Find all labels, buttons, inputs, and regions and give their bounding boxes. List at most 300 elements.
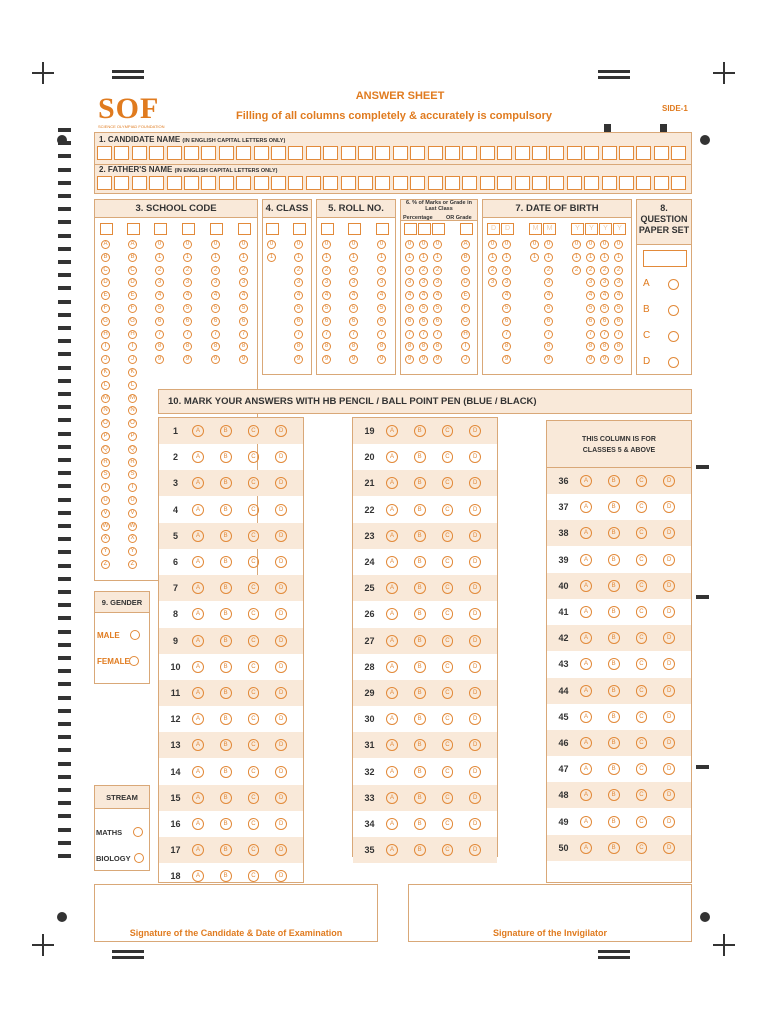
letter-cell[interactable]: [532, 146, 547, 160]
letter-cell[interactable]: [97, 146, 112, 160]
bubble-9[interactable]: 9: [614, 355, 623, 364]
bubble-0[interactable]: 0: [349, 240, 358, 249]
bubble-6[interactable]: 6: [544, 317, 553, 326]
qps-input[interactable]: [643, 250, 687, 267]
letter-cell[interactable]: [602, 176, 617, 190]
bubble-6[interactable]: 6: [502, 317, 511, 326]
answer-bubble-d[interactable]: D: [469, 608, 481, 620]
bubble-5[interactable]: 5: [419, 304, 428, 313]
answer-bubble-d[interactable]: D: [469, 504, 481, 516]
bubble-8[interactable]: 8: [419, 342, 428, 351]
bubble-9[interactable]: 9: [211, 355, 220, 364]
bubble-9[interactable]: 9: [433, 355, 442, 364]
bubble-1[interactable]: 1: [294, 253, 303, 262]
answer-bubble-a[interactable]: A: [386, 713, 398, 725]
letter-cell[interactable]: [288, 176, 303, 190]
bubble-6[interactable]: 6: [155, 317, 164, 326]
letter-cell[interactable]: [549, 176, 564, 190]
answer-bubble-d[interactable]: D: [469, 766, 481, 778]
bubble-5[interactable]: 5: [155, 304, 164, 313]
bubble-9[interactable]: 9: [600, 355, 609, 364]
answer-bubble-c[interactable]: C: [636, 789, 648, 801]
bubble-1[interactable]: 1: [405, 253, 414, 262]
answer-bubble-b[interactable]: B: [608, 685, 620, 697]
bubble-0[interactable]: 0: [600, 240, 609, 249]
letter-cell[interactable]: [149, 146, 164, 160]
answer-bubble-c[interactable]: C: [636, 632, 648, 644]
answer-bubble-a[interactable]: A: [580, 658, 592, 670]
entry-cell[interactable]: [210, 223, 223, 235]
answer-bubble-b[interactable]: B: [220, 713, 232, 725]
answer-bubble-d[interactable]: D: [275, 766, 287, 778]
stream-option-bubble[interactable]: [133, 827, 143, 837]
bubble-5[interactable]: 5: [294, 304, 303, 313]
bubble-4[interactable]: 4: [294, 291, 303, 300]
answer-bubble-b[interactable]: B: [220, 477, 232, 489]
answer-bubble-c[interactable]: C: [636, 816, 648, 828]
answer-bubble-b[interactable]: B: [220, 635, 232, 647]
answer-bubble-c[interactable]: C: [636, 737, 648, 749]
bubble-4[interactable]: 4: [322, 291, 331, 300]
letter-cell[interactable]: [358, 146, 373, 160]
answer-bubble-b[interactable]: B: [608, 554, 620, 566]
answer-bubble-d[interactable]: D: [275, 425, 287, 437]
bubble-6[interactable]: 6: [614, 317, 623, 326]
answer-bubble-a[interactable]: A: [386, 425, 398, 437]
letter-cell[interactable]: [323, 176, 338, 190]
bubble-y[interactable]: Y: [128, 547, 137, 556]
letter-cell[interactable]: [532, 176, 547, 190]
bubble-9[interactable]: 9: [294, 355, 303, 364]
answer-bubble-d[interactable]: D: [469, 687, 481, 699]
bubble-r[interactable]: R: [128, 458, 137, 467]
bubble-6[interactable]: 6: [433, 317, 442, 326]
letter-cell[interactable]: [671, 176, 686, 190]
answer-bubble-d[interactable]: D: [469, 818, 481, 830]
bubble-7[interactable]: 7: [155, 330, 164, 339]
answer-bubble-d[interactable]: D: [469, 425, 481, 437]
bubble-3[interactable]: 3: [419, 278, 428, 287]
bubble-p[interactable]: P: [101, 432, 110, 441]
bubble-2[interactable]: 2: [502, 266, 511, 275]
bubble-b[interactable]: B: [101, 253, 110, 262]
entry-cell[interactable]: M: [529, 223, 542, 235]
bubble-c[interactable]: C: [101, 266, 110, 275]
letter-cell[interactable]: [254, 146, 269, 160]
bubble-5[interactable]: 5: [502, 304, 511, 313]
answer-bubble-d[interactable]: D: [275, 661, 287, 673]
answer-bubble-c[interactable]: C: [442, 451, 454, 463]
bubble-5[interactable]: 5: [349, 304, 358, 313]
entry-cell[interactable]: [266, 223, 279, 235]
bubble-2[interactable]: 2: [614, 266, 623, 275]
bubble-4[interactable]: 4: [600, 291, 609, 300]
answer-bubble-b[interactable]: B: [414, 635, 426, 647]
bubble-4[interactable]: 4: [433, 291, 442, 300]
bubble-8[interactable]: 8: [211, 342, 220, 351]
bubble-1[interactable]: 1: [544, 253, 553, 262]
letter-cell[interactable]: [114, 176, 129, 190]
bubble-0[interactable]: 0: [586, 240, 595, 249]
bubble-7[interactable]: 7: [239, 330, 248, 339]
bubble-2[interactable]: 2: [377, 266, 386, 275]
answer-bubble-a[interactable]: A: [386, 608, 398, 620]
bubble-b[interactable]: B: [128, 253, 137, 262]
answer-bubble-a[interactable]: A: [580, 527, 592, 539]
answer-bubble-a[interactable]: A: [192, 425, 204, 437]
answer-bubble-b[interactable]: B: [220, 818, 232, 830]
bubble-2[interactable]: 2: [433, 266, 442, 275]
answer-bubble-b[interactable]: B: [220, 504, 232, 516]
answer-bubble-a[interactable]: A: [386, 530, 398, 542]
answer-bubble-d[interactable]: D: [275, 713, 287, 725]
answer-bubble-d[interactable]: D: [663, 580, 675, 592]
bubble-3[interactable]: 3: [544, 278, 553, 287]
bubble-7[interactable]: 7: [211, 330, 220, 339]
answer-bubble-c[interactable]: C: [248, 608, 260, 620]
gender-option-bubble[interactable]: [130, 630, 140, 640]
answer-bubble-c[interactable]: C: [442, 530, 454, 542]
bubble-o[interactable]: O: [101, 419, 110, 428]
letter-cell[interactable]: [567, 146, 582, 160]
letter-cell[interactable]: [375, 146, 390, 160]
bubble-0[interactable]: 0: [239, 240, 248, 249]
bubble-1[interactable]: 1: [530, 253, 539, 262]
answer-bubble-c[interactable]: C: [636, 711, 648, 723]
bubble-7[interactable]: 7: [349, 330, 358, 339]
answer-bubble-b[interactable]: B: [414, 792, 426, 804]
bubble-3[interactable]: 3: [433, 278, 442, 287]
answer-bubble-c[interactable]: C: [248, 818, 260, 830]
answer-bubble-b[interactable]: B: [220, 556, 232, 568]
bubble-5[interactable]: 5: [586, 304, 595, 313]
bubble-t[interactable]: T: [128, 483, 137, 492]
bubble-4[interactable]: 4: [419, 291, 428, 300]
answer-bubble-b[interactable]: B: [608, 632, 620, 644]
bubble-6[interactable]: 6: [600, 317, 609, 326]
answer-bubble-b[interactable]: B: [608, 501, 620, 513]
bubble-z[interactable]: Z: [101, 560, 110, 569]
answer-bubble-d[interactable]: D: [275, 739, 287, 751]
bubble-e[interactable]: E: [101, 291, 110, 300]
letter-cell[interactable]: [323, 146, 338, 160]
bubble-f[interactable]: F: [101, 304, 110, 313]
bubble-2[interactable]: 2: [488, 266, 497, 275]
answer-bubble-d[interactable]: D: [275, 792, 287, 804]
answer-bubble-c[interactable]: C: [248, 635, 260, 647]
bubble-1[interactable]: 1: [155, 253, 164, 262]
bubble-5[interactable]: 5: [614, 304, 623, 313]
letter-cell[interactable]: [114, 146, 129, 160]
answer-bubble-c[interactable]: C: [442, 766, 454, 778]
bubble-7[interactable]: 7: [586, 330, 595, 339]
answer-bubble-b[interactable]: B: [220, 582, 232, 594]
letter-cell[interactable]: [497, 146, 512, 160]
bubble-1[interactable]: 1: [239, 253, 248, 262]
answer-bubble-d[interactable]: D: [469, 530, 481, 542]
bubble-8[interactable]: 8: [405, 342, 414, 351]
bubble-8[interactable]: 8: [544, 342, 553, 351]
answer-bubble-c[interactable]: C: [636, 658, 648, 670]
bubble-g[interactable]: G: [128, 317, 137, 326]
letter-cell[interactable]: [567, 176, 582, 190]
answer-bubble-a[interactable]: A: [192, 687, 204, 699]
bubble-i[interactable]: I: [128, 342, 137, 351]
bubble-0[interactable]: 0: [155, 240, 164, 249]
bubble-m[interactable]: M: [103, 394, 108, 401]
answer-bubble-c[interactable]: C: [248, 687, 260, 699]
qps-option-bubble[interactable]: [668, 357, 679, 368]
answer-bubble-a[interactable]: A: [192, 504, 204, 516]
answer-bubble-c[interactable]: C: [248, 739, 260, 751]
bubble-p[interactable]: P: [128, 432, 137, 441]
bubble-6[interactable]: 6: [419, 317, 428, 326]
bubble-0[interactable]: 0: [488, 240, 497, 249]
answer-bubble-a[interactable]: A: [386, 635, 398, 647]
answer-bubble-a[interactable]: A: [580, 580, 592, 592]
bubble-9[interactable]: 9: [322, 355, 331, 364]
entry-cell[interactable]: D: [501, 223, 514, 235]
bubble-7[interactable]: 7: [294, 330, 303, 339]
letter-cell[interactable]: [132, 176, 147, 190]
bubble-s[interactable]: S: [128, 470, 137, 479]
letter-cell[interactable]: [428, 176, 443, 190]
answer-bubble-a[interactable]: A: [580, 606, 592, 618]
answer-bubble-b[interactable]: B: [220, 766, 232, 778]
bubble-3[interactable]: 3: [502, 278, 511, 287]
bubble-2[interactable]: 2: [544, 266, 553, 275]
bubble-2[interactable]: 2: [419, 266, 428, 275]
bubble-i[interactable]: I: [101, 342, 110, 351]
answer-bubble-d[interactable]: D: [663, 737, 675, 749]
letter-cell[interactable]: [462, 176, 477, 190]
answer-bubble-b[interactable]: B: [608, 842, 620, 854]
answer-bubble-b[interactable]: B: [608, 789, 620, 801]
answer-bubble-d[interactable]: D: [275, 635, 287, 647]
answer-bubble-d[interactable]: D: [275, 870, 287, 882]
bubble-5[interactable]: 5: [322, 304, 331, 313]
bubble-8[interactable]: 8: [183, 342, 192, 351]
bubble-z[interactable]: Z: [128, 560, 137, 569]
answer-bubble-a[interactable]: A: [386, 477, 398, 489]
bubble-5[interactable]: 5: [183, 304, 192, 313]
letter-cell[interactable]: [619, 176, 634, 190]
bubble-0[interactable]: 0: [614, 240, 623, 249]
bubble-e[interactable]: E: [128, 291, 137, 300]
bubble-0[interactable]: 0: [502, 240, 511, 249]
bubble-8[interactable]: 8: [502, 342, 511, 351]
entry-cell[interactable]: [154, 223, 167, 235]
letter-cell[interactable]: [132, 146, 147, 160]
bubble-5[interactable]: 5: [211, 304, 220, 313]
letter-cell[interactable]: [497, 176, 512, 190]
answer-bubble-b[interactable]: B: [414, 661, 426, 673]
entry-cell[interactable]: [238, 223, 251, 235]
answer-bubble-a[interactable]: A: [192, 451, 204, 463]
answer-bubble-c[interactable]: C: [248, 844, 260, 856]
answer-bubble-a[interactable]: A: [192, 556, 204, 568]
bubble-5[interactable]: 5: [600, 304, 609, 313]
bubble-4[interactable]: 4: [614, 291, 623, 300]
bubble-i[interactable]: I: [461, 342, 470, 351]
qps-option-bubble[interactable]: [668, 331, 679, 342]
answer-bubble-a[interactable]: A: [192, 818, 204, 830]
entry-cell[interactable]: Y: [599, 223, 612, 235]
answer-bubble-b[interactable]: B: [414, 556, 426, 568]
bubble-c[interactable]: C: [128, 266, 137, 275]
bubble-x[interactable]: X: [128, 534, 137, 543]
bubble-d[interactable]: D: [461, 278, 470, 287]
entry-cell[interactable]: [321, 223, 334, 235]
bubble-1[interactable]: 1: [502, 253, 511, 262]
bubble-j[interactable]: J: [461, 355, 470, 364]
bubble-2[interactable]: 2: [183, 266, 192, 275]
bubble-0[interactable]: 0: [433, 240, 442, 249]
bubble-0[interactable]: 0: [294, 240, 303, 249]
bubble-7[interactable]: 7: [419, 330, 428, 339]
answer-bubble-a[interactable]: A: [580, 685, 592, 697]
answer-bubble-a[interactable]: A: [386, 818, 398, 830]
bubble-8[interactable]: 8: [322, 342, 331, 351]
answer-bubble-d[interactable]: D: [469, 477, 481, 489]
bubble-k[interactable]: K: [101, 368, 110, 377]
answer-bubble-b[interactable]: B: [414, 818, 426, 830]
bubble-7[interactable]: 7: [600, 330, 609, 339]
answer-bubble-b[interactable]: B: [608, 711, 620, 723]
bubble-8[interactable]: 8: [600, 342, 609, 351]
answer-bubble-c[interactable]: C: [248, 504, 260, 516]
answer-bubble-a[interactable]: A: [192, 739, 204, 751]
answer-bubble-c[interactable]: C: [248, 477, 260, 489]
bubble-1[interactable]: 1: [433, 253, 442, 262]
bubble-9[interactable]: 9: [419, 355, 428, 364]
answer-bubble-a[interactable]: A: [580, 501, 592, 513]
bubble-3[interactable]: 3: [405, 278, 414, 287]
answer-bubble-d[interactable]: D: [663, 606, 675, 618]
answer-bubble-b[interactable]: B: [414, 713, 426, 725]
answer-bubble-d[interactable]: D: [469, 713, 481, 725]
bubble-f[interactable]: F: [128, 304, 137, 313]
answer-bubble-b[interactable]: B: [414, 504, 426, 516]
bubble-3[interactable]: 3: [377, 278, 386, 287]
answer-bubble-d[interactable]: D: [663, 632, 675, 644]
bubble-6[interactable]: 6: [294, 317, 303, 326]
bubble-5[interactable]: 5: [405, 304, 414, 313]
answer-bubble-d[interactable]: D: [275, 477, 287, 489]
answer-bubble-c[interactable]: C: [442, 477, 454, 489]
letter-cell[interactable]: [393, 146, 408, 160]
bubble-9[interactable]: 9: [544, 355, 553, 364]
letter-cell[interactable]: [306, 176, 321, 190]
bubble-4[interactable]: 4: [586, 291, 595, 300]
answer-bubble-b[interactable]: B: [414, 608, 426, 620]
answer-bubble-b[interactable]: B: [608, 475, 620, 487]
answer-bubble-b[interactable]: B: [608, 816, 620, 828]
answer-bubble-b[interactable]: B: [608, 580, 620, 592]
bubble-2[interactable]: 2: [239, 266, 248, 275]
bubble-o[interactable]: O: [128, 419, 137, 428]
bubble-n[interactable]: N: [101, 406, 110, 415]
answer-bubble-c[interactable]: C: [248, 451, 260, 463]
bubble-8[interactable]: 8: [349, 342, 358, 351]
answer-bubble-b[interactable]: B: [220, 451, 232, 463]
bubble-3[interactable]: 3: [155, 278, 164, 287]
answer-bubble-b[interactable]: B: [220, 425, 232, 437]
bubble-6[interactable]: 6: [349, 317, 358, 326]
bubble-9[interactable]: 9: [155, 355, 164, 364]
answer-bubble-c[interactable]: C: [442, 425, 454, 437]
answer-bubble-b[interactable]: B: [220, 687, 232, 699]
answer-bubble-a[interactable]: A: [580, 763, 592, 775]
answer-bubble-a[interactable]: A: [386, 766, 398, 778]
answer-bubble-c[interactable]: C: [248, 661, 260, 673]
stream-option-bubble[interactable]: [134, 853, 144, 863]
letter-cell[interactable]: [480, 176, 495, 190]
letter-cell[interactable]: [549, 146, 564, 160]
answer-bubble-a[interactable]: A: [580, 475, 592, 487]
entry-cell[interactable]: Y: [571, 223, 584, 235]
letter-cell[interactable]: [480, 146, 495, 160]
bubble-9[interactable]: 9: [349, 355, 358, 364]
answer-bubble-d[interactable]: D: [469, 844, 481, 856]
bubble-0[interactable]: 0: [322, 240, 331, 249]
bubble-3[interactable]: 3: [211, 278, 220, 287]
letter-cell[interactable]: [375, 176, 390, 190]
answer-bubble-a[interactable]: A: [386, 844, 398, 856]
answer-bubble-a[interactable]: A: [580, 737, 592, 749]
bubble-9[interactable]: 9: [405, 355, 414, 364]
bubble-0[interactable]: 0: [377, 240, 386, 249]
qps-option-bubble[interactable]: [668, 305, 679, 316]
bubble-l[interactable]: L: [101, 381, 110, 390]
answer-bubble-d[interactable]: D: [663, 501, 675, 513]
bubble-v[interactable]: V: [128, 509, 137, 518]
answer-bubble-d[interactable]: D: [663, 789, 675, 801]
bubble-4[interactable]: 4: [502, 291, 511, 300]
bubble-5[interactable]: 5: [377, 304, 386, 313]
bubble-q[interactable]: Q: [101, 445, 110, 454]
bubble-0[interactable]: 0: [530, 240, 539, 249]
letter-cell[interactable]: [167, 146, 182, 160]
bubble-2[interactable]: 2: [572, 266, 581, 275]
bubble-2[interactable]: 2: [405, 266, 414, 275]
bubble-l[interactable]: L: [128, 381, 137, 390]
letter-cell[interactable]: [236, 176, 251, 190]
answer-bubble-c[interactable]: C: [442, 504, 454, 516]
answer-bubble-d[interactable]: D: [469, 661, 481, 673]
entry-cell[interactable]: Y: [613, 223, 626, 235]
answer-bubble-d[interactable]: D: [275, 844, 287, 856]
answer-bubble-d[interactable]: D: [469, 582, 481, 594]
answer-bubble-d[interactable]: D: [275, 582, 287, 594]
answer-bubble-b[interactable]: B: [608, 606, 620, 618]
answer-bubble-c[interactable]: C: [636, 554, 648, 566]
answer-bubble-a[interactable]: A: [192, 530, 204, 542]
answer-bubble-c[interactable]: C: [248, 425, 260, 437]
answer-bubble-a[interactable]: A: [192, 844, 204, 856]
answer-bubble-c[interactable]: C: [636, 475, 648, 487]
letter-cell[interactable]: [201, 146, 216, 160]
answer-bubble-a[interactable]: A: [580, 711, 592, 723]
answer-bubble-b[interactable]: B: [414, 687, 426, 699]
qps-option-bubble[interactable]: [668, 279, 679, 290]
answer-bubble-a[interactable]: A: [386, 582, 398, 594]
bubble-3[interactable]: 3: [614, 278, 623, 287]
bubble-a[interactable]: A: [128, 240, 137, 249]
answer-bubble-a[interactable]: A: [386, 451, 398, 463]
bubble-1[interactable]: 1: [322, 253, 331, 262]
answer-bubble-b[interactable]: B: [414, 477, 426, 489]
